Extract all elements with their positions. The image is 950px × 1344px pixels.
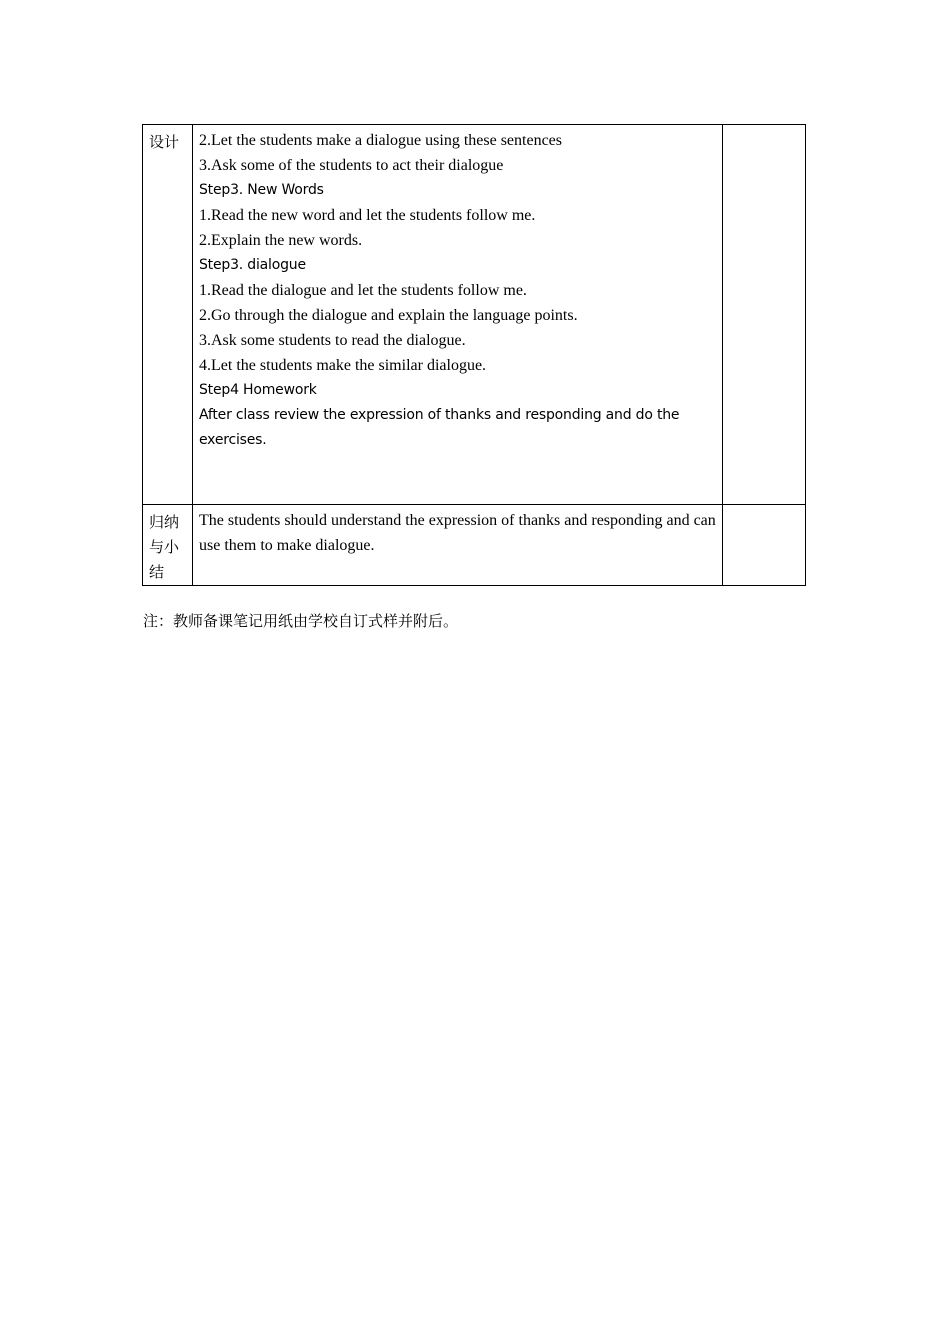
design-line: 1.Read the dialogue and let the students follow me. — [199, 282, 527, 299]
row-label-design: 设计 — [143, 125, 193, 505]
step-heading-dialogue: Step3. dialogue — [199, 257, 306, 273]
row-label-summary: 归纳与小结 — [143, 505, 193, 586]
table-row-summary — [143, 505, 806, 586]
design-content-cell — [193, 125, 723, 505]
design-line: 3.Ask some students to read the dialogue. — [199, 332, 466, 349]
summary-notes-cell — [723, 505, 806, 586]
summary-paragraph: The students should understand the expression of thanks and responding and can use them to make dialogue. — [199, 512, 716, 554]
design-line: 1.Read the new word and let the students follow me. — [199, 207, 536, 224]
design-notes-cell — [723, 125, 806, 505]
design-line: 2.Let the students make a dialogue using these sentences — [199, 132, 563, 149]
step-heading-homework: Step4 Homework — [199, 382, 317, 398]
homework-paragraph: After class review the expression of thanks and responding and do the exercises. — [199, 407, 680, 448]
design-line: 2.Go through the dialogue and explain the language points. — [199, 307, 578, 324]
table-row-design — [143, 125, 806, 505]
footer-note: 注：教师备课笔记用纸由学校自订式样并附后。 — [143, 612, 459, 630]
step-heading-new-words: Step3. New Words — [199, 182, 324, 198]
lesson-plan-table — [142, 124, 806, 586]
summary-content-cell — [193, 505, 723, 586]
design-line: 4.Let the students make the similar dialogue. — [199, 357, 487, 374]
design-line: 3.Ask some of the students to act their dialogue — [199, 157, 504, 174]
design-line: 2.Explain the new words. — [199, 232, 363, 249]
